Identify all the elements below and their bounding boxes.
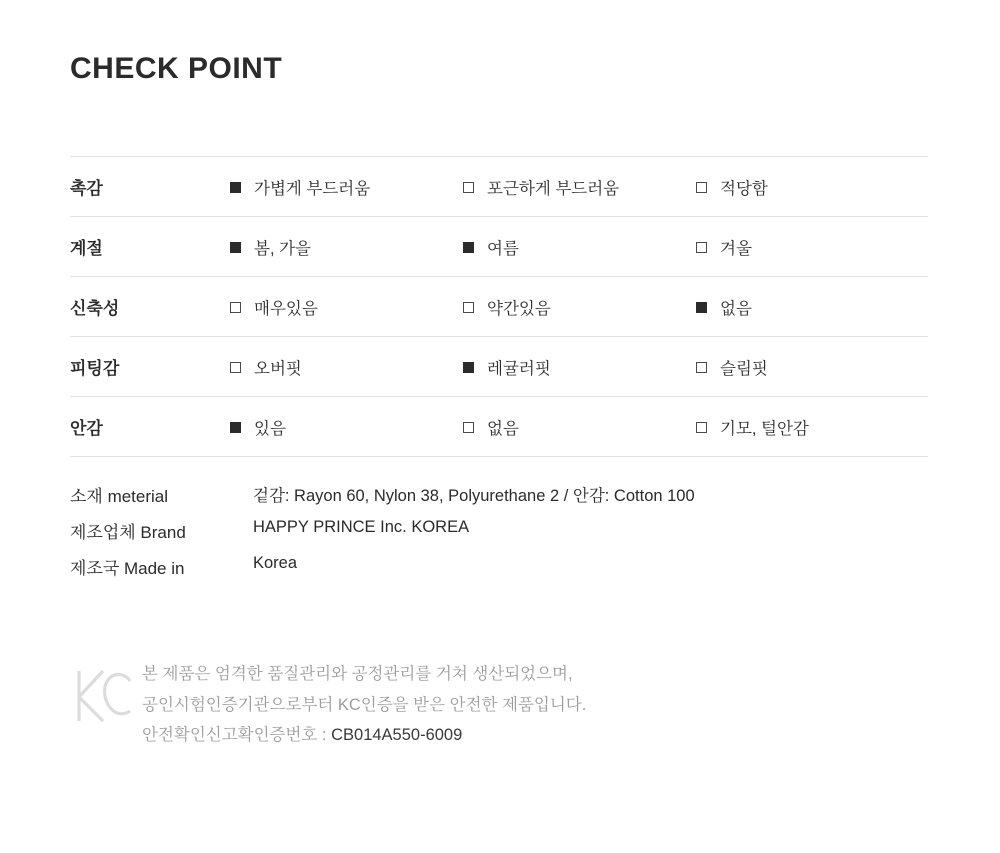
option-label: 매우있음 — [254, 299, 318, 318]
option-label: 없음 — [487, 419, 519, 438]
checkbox-unchecked-icon[interactable] — [463, 422, 474, 433]
info-key: 제조업체 Brand — [70, 523, 186, 542]
kc-notice-line-2: 공인시험인증기관으로부터 KC인증을 받은 안전한 제품입니다. — [142, 695, 587, 714]
option-cell[interactable] — [230, 397, 463, 457]
option-label: 약간있음 — [487, 299, 551, 318]
checkbox-checked-icon[interactable] — [230, 422, 241, 433]
option-cell[interactable] — [463, 217, 696, 277]
option-cell[interactable] — [696, 337, 928, 397]
option-cell[interactable] — [463, 277, 696, 337]
checkbox-unchecked-icon[interactable] — [230, 302, 241, 313]
option-label: 있음 — [254, 419, 286, 438]
option-label: 슬림핏 — [720, 359, 768, 378]
info-value: HAPPY PRINCE Inc. KOREA — [253, 518, 470, 536]
info-row-brand — [70, 518, 930, 543]
row-label-season: 계절 — [70, 239, 103, 258]
kc-cert-number-value: CB014A550-6009 — [331, 726, 463, 745]
info-value: Korea — [253, 554, 298, 572]
option-cell[interactable] — [696, 217, 928, 277]
table-row — [70, 337, 928, 397]
option-label: 포근하게 부드러움 — [487, 179, 620, 198]
option-cell[interactable] — [230, 337, 463, 397]
checkbox-unchecked-icon[interactable] — [696, 422, 707, 433]
product-info-list — [70, 482, 930, 590]
option-cell[interactable] — [696, 397, 928, 457]
option-label: 기모, 털안감 — [720, 419, 809, 438]
option-label: 레귤러핏 — [487, 359, 551, 378]
info-key: 제조국 Made in — [70, 559, 185, 578]
option-label: 겨울 — [720, 239, 752, 258]
table-row — [70, 217, 928, 277]
checkbox-checked-icon[interactable] — [696, 302, 707, 313]
info-row-material — [70, 482, 930, 507]
info-row-made-in — [70, 554, 930, 579]
checkbox-checked-icon[interactable] — [230, 242, 241, 253]
table-row — [70, 277, 928, 337]
option-label: 여름 — [487, 239, 519, 258]
page-title: CHECK POINT — [70, 52, 283, 85]
table-row — [70, 397, 928, 457]
kc-notice-line-3 — [142, 720, 586, 751]
table-row — [70, 157, 928, 217]
kc-notice-text — [142, 655, 586, 751]
check-point-table — [70, 156, 928, 457]
option-cell[interactable] — [696, 157, 928, 217]
option-label: 적당함 — [720, 179, 768, 198]
checkbox-unchecked-icon[interactable] — [463, 302, 474, 313]
checkbox-checked-icon[interactable] — [463, 242, 474, 253]
row-label-lining: 안감 — [70, 419, 103, 438]
row-label-stretch: 신축성 — [70, 299, 120, 318]
row-label-fit: 피팅감 — [70, 359, 120, 378]
checkbox-unchecked-icon[interactable] — [696, 182, 707, 193]
option-cell[interactable] — [230, 277, 463, 337]
option-label: 봄, 가을 — [254, 239, 311, 258]
option-label: 오버핏 — [254, 359, 302, 378]
checkbox-unchecked-icon[interactable] — [696, 242, 707, 253]
checkbox-unchecked-icon[interactable] — [463, 182, 474, 193]
option-cell[interactable] — [230, 217, 463, 277]
option-cell[interactable] — [463, 397, 696, 457]
option-cell[interactable] — [463, 157, 696, 217]
checkbox-checked-icon[interactable] — [230, 182, 241, 193]
checkbox-unchecked-icon[interactable] — [696, 362, 707, 373]
kc-notice — [70, 655, 930, 751]
kc-cert-number-label: 안전확인신고확인증번호 : — [142, 726, 332, 745]
info-key: 소재 meterial — [70, 487, 169, 506]
option-cell[interactable] — [230, 157, 463, 217]
checkbox-unchecked-icon[interactable] — [230, 362, 241, 373]
option-label: 가볍게 부드러움 — [254, 179, 371, 198]
option-cell[interactable] — [696, 277, 928, 337]
kc-certification-logo-icon — [70, 655, 142, 732]
option-label: 없음 — [720, 299, 752, 318]
option-cell[interactable] — [463, 337, 696, 397]
row-label-touch: 촉감 — [70, 179, 103, 198]
checkbox-checked-icon[interactable] — [463, 362, 474, 373]
info-value: 겉감: Rayon 60, Nylon 38, Polyurethane 2 / 안감: Cotton 100 — [253, 487, 695, 505]
kc-notice-line-1: 본 제품은 엄격한 품질관리와 공정관리를 거쳐 생산되었으며, — [142, 665, 573, 683]
